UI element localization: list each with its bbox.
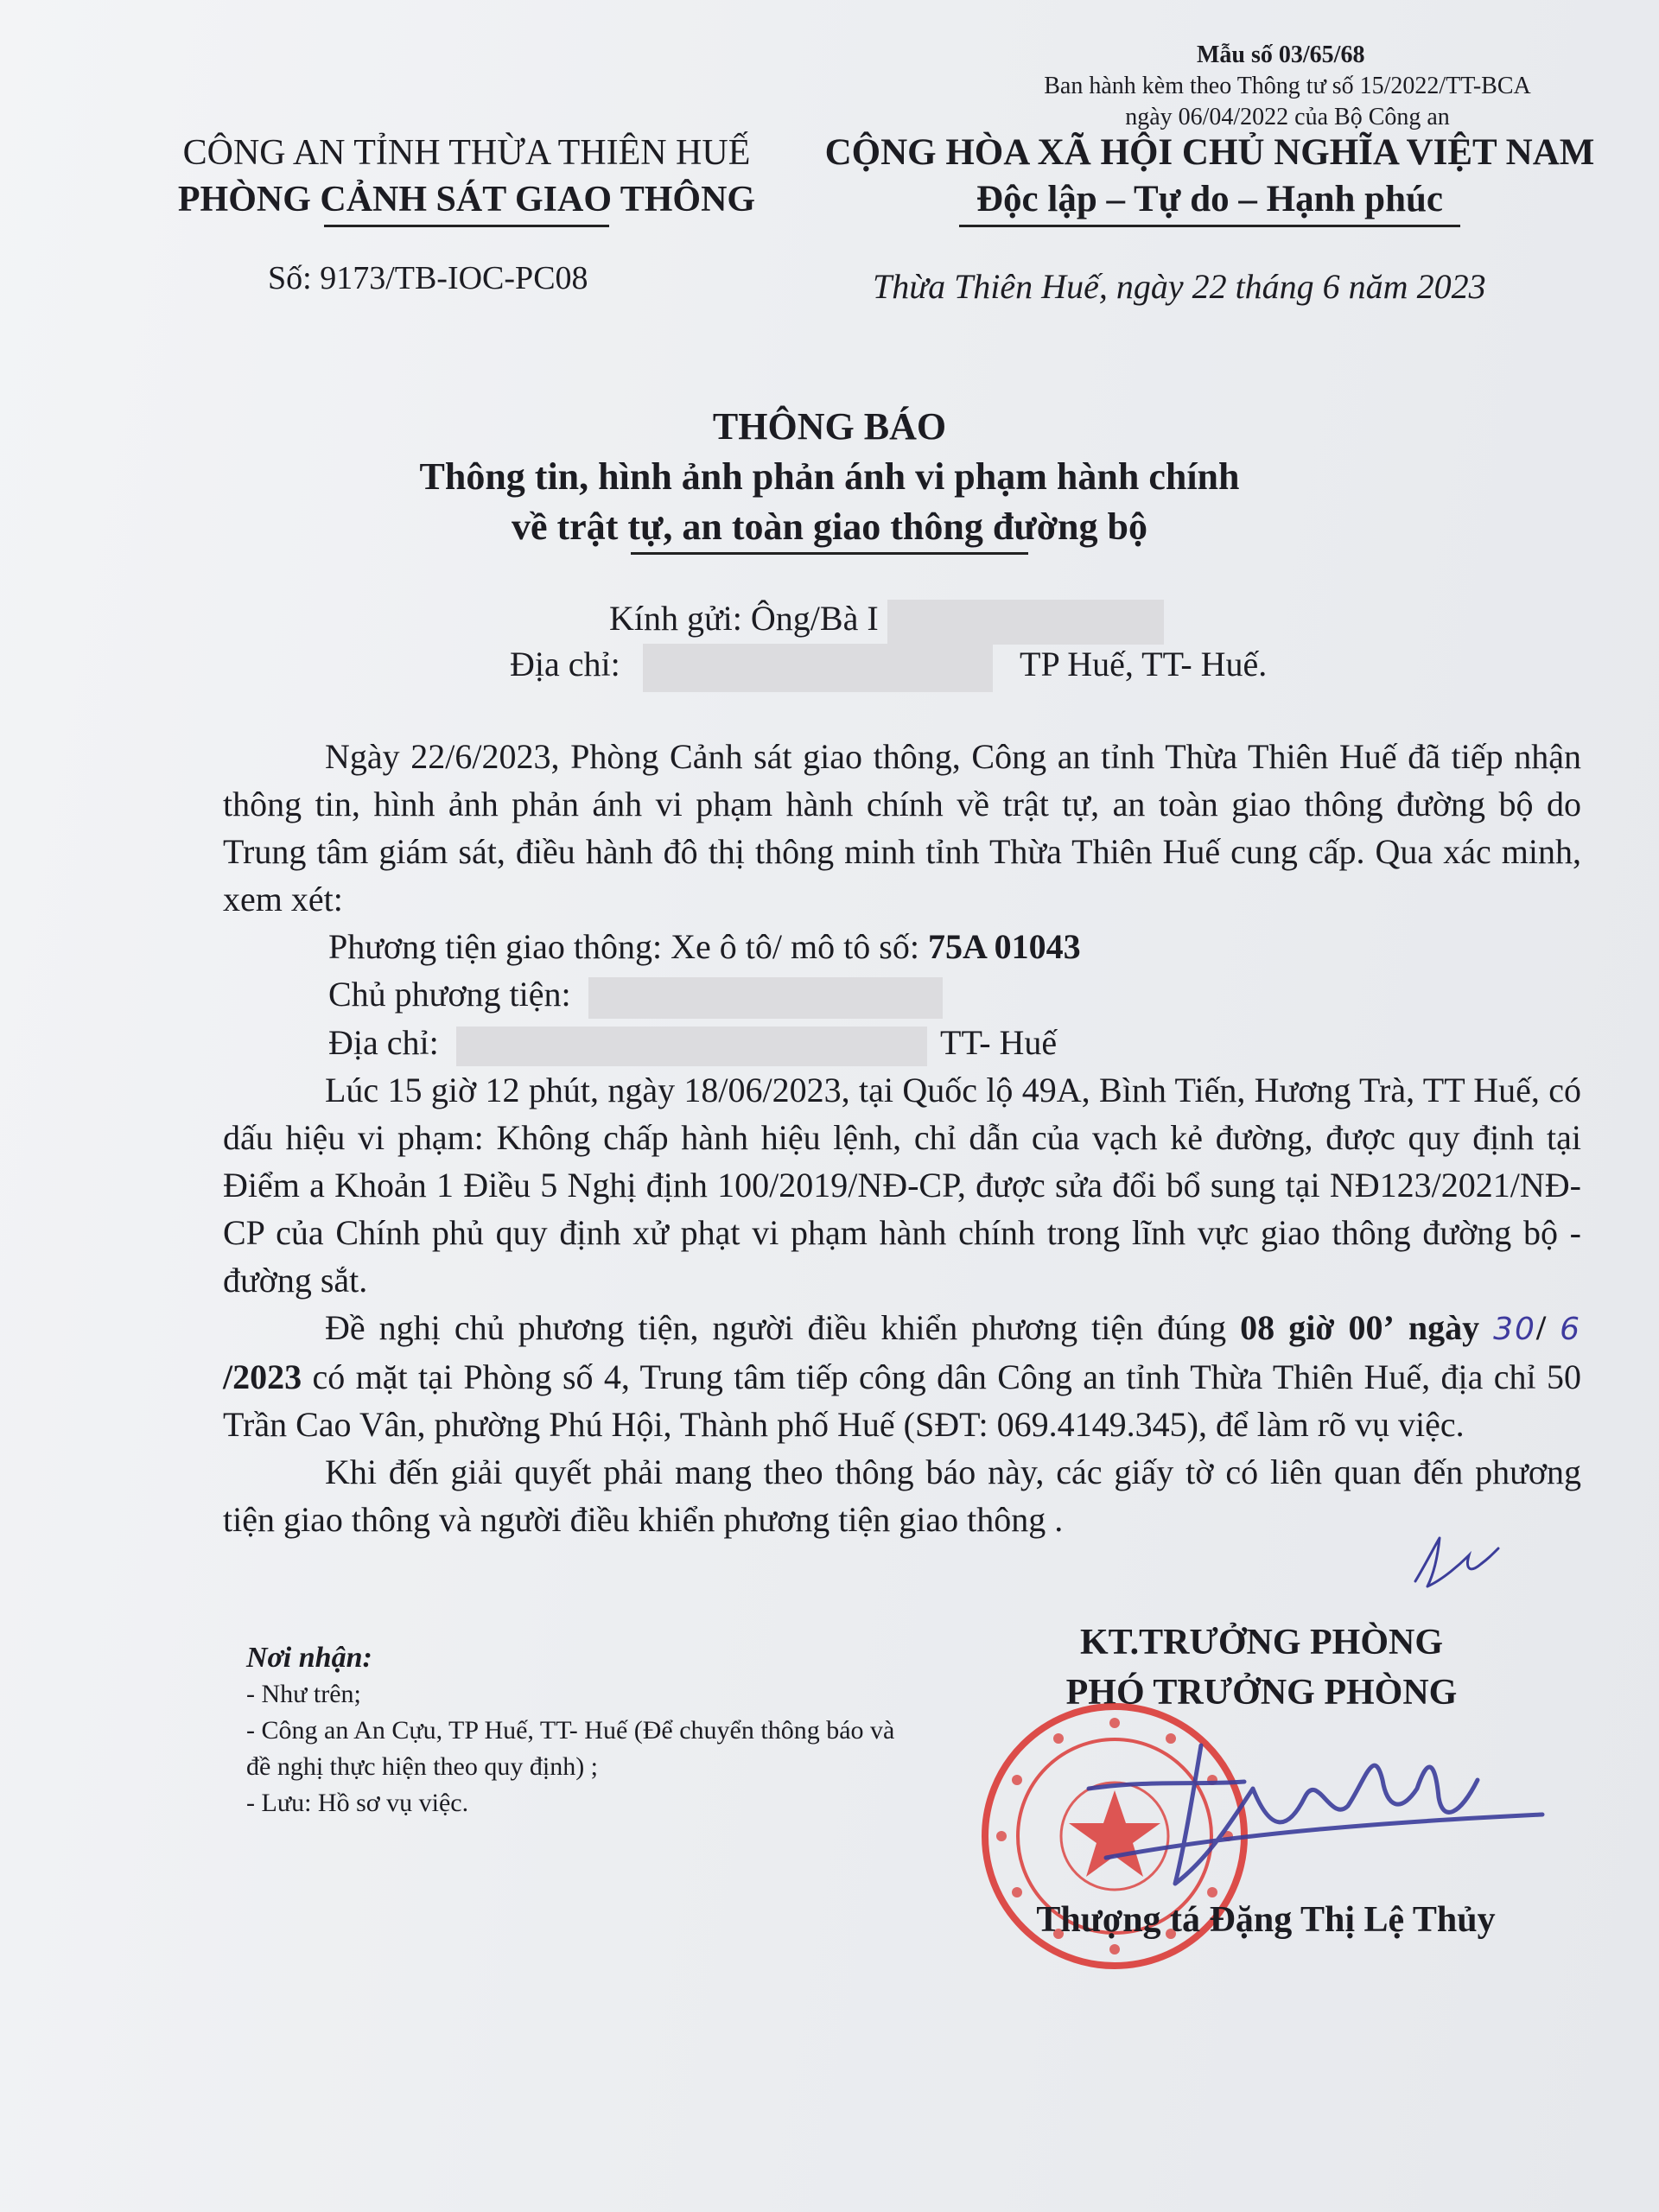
handwritten-initial-icon bbox=[1408, 1529, 1503, 1599]
motto-underline bbox=[959, 225, 1460, 227]
form-number: Mẫu số 03/65/68 bbox=[1197, 41, 1365, 68]
paragraph-closing: Khi đến giải quyết phải mang theo thông báo này, các giấy tờ có liên quan đến phương tiện giao thông và người điều khiển phương tiện giao thông . bbox=[223, 1452, 1581, 1539]
notice-body bbox=[223, 733, 1581, 1543]
appointment-year: /2023 bbox=[223, 1357, 302, 1396]
recipients-block bbox=[246, 1640, 903, 1821]
owner-address-suffix: TT- Huế bbox=[940, 1022, 1058, 1062]
date-slash: / bbox=[1535, 1307, 1547, 1347]
recipient-item: - Công an An Cựu, TP Huế, TT- Huế (Để chuyển thông báo và đề nghị thực hiện theo quy định) ; bbox=[246, 1716, 895, 1781]
handwritten-day: 30 bbox=[1493, 1311, 1536, 1347]
national-motto: Độc lập – Tự do – Hạnh phúc bbox=[976, 179, 1443, 219]
agency-underline bbox=[324, 225, 609, 227]
recipient-item: - Lưu: Hồ sơ vụ việc. bbox=[246, 1789, 469, 1817]
issuing-agency bbox=[138, 130, 795, 227]
owner-address-line bbox=[223, 1019, 1581, 1066]
vehicle-label: Phương tiện giao thông: Xe ô tô/ mô tô số: bbox=[328, 927, 928, 966]
title-main: THÔNG BÁO bbox=[712, 405, 947, 448]
owner-line bbox=[223, 970, 1581, 1019]
nation-name: CỘNG HÒA XÃ HỘI CHỦ NGHĨA VIỆT NAM bbox=[824, 132, 1595, 173]
vehicle-line bbox=[223, 923, 1581, 970]
redacted-owner bbox=[588, 977, 943, 1019]
agency-parent: CÔNG AN TỈNH THỪA THIÊN HUẾ bbox=[182, 133, 751, 173]
addressee-address bbox=[510, 644, 1267, 692]
redacted-owner-address bbox=[456, 1027, 927, 1066]
signer-title-2: PHÓ TRƯỞNG PHÒNG bbox=[1065, 1673, 1458, 1713]
document-title bbox=[0, 402, 1659, 555]
agency-unit: PHÒNG CẢNH SÁT GIAO THÔNG bbox=[177, 180, 756, 219]
redacted-name bbox=[887, 600, 1164, 645]
place-date: Thừa Thiên Huế, ngày 22 tháng 6 năm 2023 bbox=[873, 267, 1486, 306]
signer-title-1: KT.TRƯỞNG PHÒNG bbox=[1080, 1623, 1443, 1662]
handwritten-month: 6 bbox=[1560, 1311, 1581, 1347]
request-text-b: có mặt tại Phòng số 4, Trung tâm tiếp công dân Công an tỉnh Thừa Thiên Huế, địa chỉ 50 Trần Cao Vân, phường Phú Hội, Thành phố Huế (SĐT: 069.4149.345), để làm rõ vụ việc. bbox=[223, 1357, 1581, 1444]
addressee bbox=[609, 598, 1164, 645]
appointment-day-label: ngày bbox=[1408, 1307, 1480, 1347]
title-underline bbox=[631, 552, 1028, 555]
paragraph-request bbox=[223, 1304, 1581, 1448]
title-line-2: về trật tự, an toàn giao thông đường bộ bbox=[511, 505, 1147, 548]
signer-name: Thượng tá Đặng Thị Lệ Thủy bbox=[1036, 1900, 1496, 1940]
document-number: Số: 9173/TB-IOC-PC08 bbox=[268, 260, 588, 296]
paragraph-intro: Ngày 22/6/2023, Phòng Cảnh sát giao thông, Công an tỉnh Thừa Thiên Huế đã tiếp nhận thông tin, hình ảnh phản ánh vi phạm hành chính về trật tự, an toàn giao thông đường bộ do Trung tâm giám sát, điều hành đô thị thông minh tỉnh Thừa Thiên Huế cung cấp. Qua xác minh, xem xét: bbox=[223, 737, 1581, 918]
addressee-label: Kính gửi: Ông/Bà I bbox=[609, 599, 879, 638]
national-header bbox=[804, 130, 1616, 227]
address-suffix: TP Huế, TT- Huế. bbox=[1020, 645, 1268, 684]
request-text-a: Đề nghị chủ phương tiện, người điều khiển phương tiện đúng bbox=[325, 1307, 1241, 1347]
handwritten-signature-icon bbox=[1071, 1728, 1555, 1901]
paragraph-violation: Lúc 15 giờ 12 phút, ngày 18/06/2023, tại Quốc lộ 49A, Bình Tiến, Hương Trà, TT Huế, có dấu hiệu vi phạm: Không chấp hành hiệu lệnh, chỉ dẫn của vạch kẻ đường, được quy định tại Điểm a Khoản 1 Điều 5 Nghị định 100/2019/NĐ-CP, được sửa đổi bổ sung tại NĐ123/2021/NĐ-CP của Chính phủ quy định xử phạt vi phạm hành chính trong lĩnh vực giao thông đường bộ - đường sắt. bbox=[223, 1070, 1581, 1300]
recipients-heading: Nơi nhận: bbox=[246, 1642, 372, 1674]
recipient-item: - Như trên; bbox=[246, 1680, 361, 1708]
form-basis-line-2: ngày 06/04/2022 của Bộ Công an bbox=[1125, 104, 1450, 130]
license-plate: 75A 01043 bbox=[927, 927, 1081, 966]
title-line-1: Thông tin, hình ảnh phản ánh vi phạm hành chính bbox=[419, 455, 1240, 498]
owner-label: Chủ phương tiện: bbox=[328, 975, 571, 1014]
form-basis-line-1: Ban hành kèm theo Thông tư số 15/2022/TT-BCA bbox=[1044, 73, 1531, 99]
form-basis bbox=[976, 71, 1599, 133]
redacted-address bbox=[643, 644, 993, 692]
address-label: Địa chỉ: bbox=[510, 645, 620, 684]
owner-address-label: Địa chỉ: bbox=[328, 1022, 439, 1062]
appointment-time: 08 giờ 00’ bbox=[1240, 1307, 1395, 1347]
